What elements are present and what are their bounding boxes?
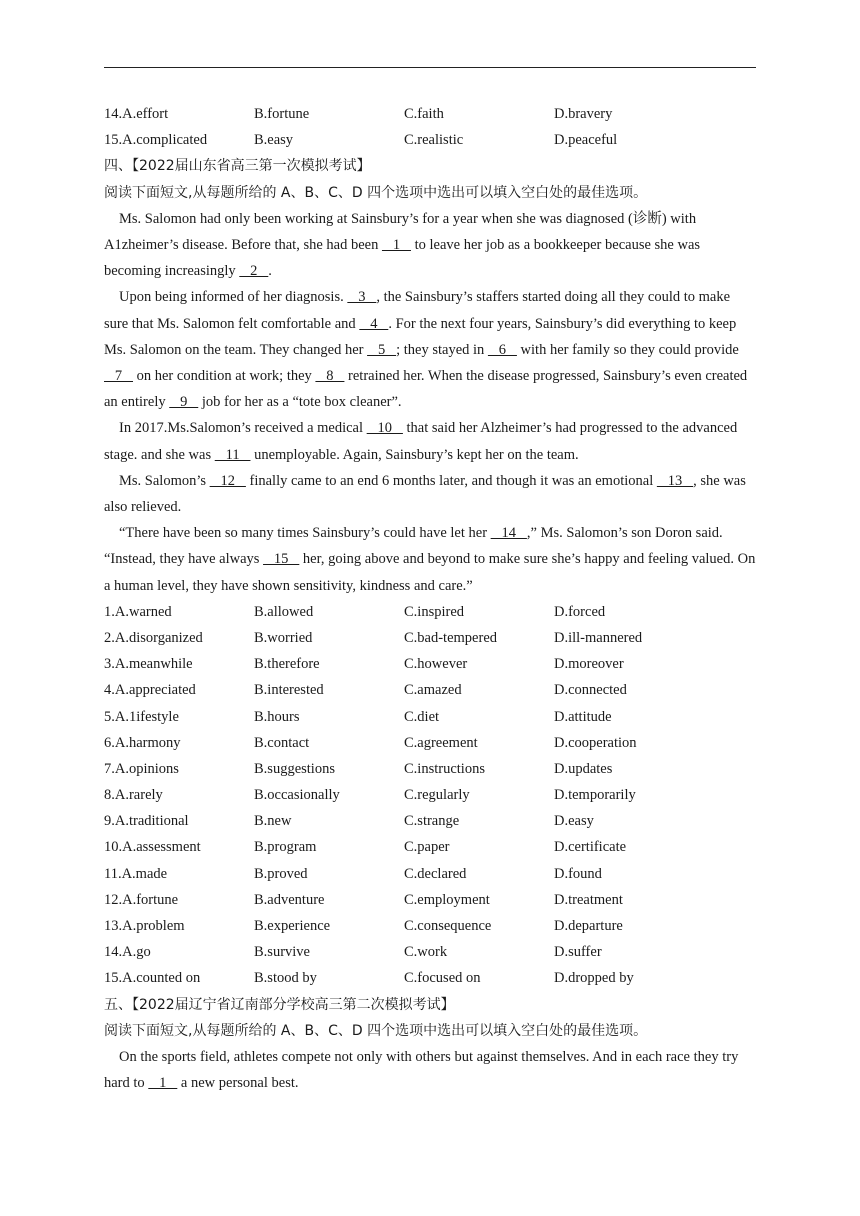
option-c: C.paper: [404, 839, 450, 856]
option-a: 5.A.1ifestyle: [104, 708, 179, 725]
option-c: C.diet: [404, 708, 440, 725]
option-a: A.complicated: [122, 132, 208, 149]
blank-5: 5: [367, 341, 397, 358]
blank-4: 4: [359, 315, 389, 332]
option-d: D.updates: [554, 760, 613, 777]
question-number: 14.: [104, 106, 123, 122]
passage-2: [104, 1044, 756, 1096]
blank-8: 8: [315, 367, 345, 384]
blank-1: 1: [148, 1075, 178, 1092]
option-a: 9.A.traditional: [104, 813, 189, 830]
option-c: C.instructions: [404, 760, 485, 777]
option-a: 3.A.meanwhile: [104, 656, 193, 673]
document-body: [104, 101, 756, 1096]
option-b: B.fortune: [254, 106, 310, 122]
option-c: C.bad-tempered: [404, 629, 498, 646]
option-b: B.adventure: [254, 891, 325, 908]
option-c: C.agreement: [404, 734, 478, 751]
passage-2-paragraph-1: On the sports field, athletes compete not only with others but against themselves. And in each race they try hard to 1 a new personal best.: [104, 1048, 739, 1092]
option-b: B.worried: [254, 629, 313, 646]
passage-paragraph-5: “There have been so many times Sainsbury’s could have let her 14 ,” Ms. Salomon’s son Doron said. “Instead, they have always 15 her, going above and beyond to make sure she’s happy and feeling valued. On a human level, they have shown sensitivity, kindness and care.”: [104, 525, 756, 594]
option-row-9: [104, 808, 756, 834]
option-a: 1.A.warned: [104, 603, 172, 620]
blank-14: 14: [490, 525, 527, 542]
question-number: 15.: [104, 132, 123, 149]
option-a: 7.A.opinions: [104, 760, 179, 777]
option-c: C.regularly: [404, 787, 470, 804]
option-c: C.realistic: [404, 132, 464, 149]
option-row-4: [104, 677, 756, 703]
option-b: B.stood by: [254, 970, 317, 987]
option-row-14: [104, 939, 756, 965]
option-b: B.occasionally: [254, 787, 340, 804]
option-a: 14.A.go: [104, 944, 151, 961]
option-c: C.work: [404, 944, 448, 961]
blank-11: 11: [214, 446, 251, 463]
option-a: 15.A.counted on: [104, 970, 201, 987]
option-a: 4.A.appreciated: [104, 682, 196, 699]
blank-2: 2: [239, 263, 269, 280]
option-a: 10.A.assessment: [104, 839, 201, 856]
option-row-5: [104, 704, 756, 730]
option-c: C.consequence: [404, 918, 492, 935]
header-rule: [104, 67, 756, 68]
option-a: 8.A.rarely: [104, 787, 163, 804]
option-row-15: [104, 965, 756, 991]
section-4-instruction: 阅读下面短文,从每题所给的 A、B、C、D 四个选项中选出可以填入空白处的最佳选项。: [104, 184, 648, 201]
option-c: C.strange: [404, 813, 460, 830]
option-d: D.certificate: [554, 839, 627, 856]
blank-9: 9: [169, 394, 199, 411]
option-d: D.suffer: [554, 944, 602, 961]
blank-3: 3: [347, 289, 377, 306]
option-b: B.interested: [254, 682, 324, 699]
option-d: D.forced: [554, 603, 606, 620]
option-b: B.proved: [254, 865, 308, 882]
passage: [104, 206, 756, 599]
blank-15: 15: [263, 551, 300, 568]
option-a: 13.A.problem: [104, 918, 185, 935]
option-d: D.found: [554, 865, 602, 882]
passage-paragraph-1: Ms. Salomon had only been working at Sainsbury’s for a year when she was diagnosed (诊断) with A1zheimer’s disease. Before that, she had been 1 to leave her job as a bookkeeper because she was becoming increasingly 2 .: [104, 210, 701, 280]
blank-1: 1: [381, 236, 411, 253]
passage-paragraph-4: Ms. Salomon’s 12 finally came to an end 6 months later, and though it was an emotional 13 , she was also relieved.: [104, 472, 746, 515]
option-c: C.employment: [404, 891, 490, 908]
blank-7: 7: [104, 367, 133, 384]
option-row-10: [104, 834, 756, 860]
option-c: C.inspired: [404, 603, 465, 620]
option-a: 11.A.made: [104, 865, 168, 882]
option-c: C.faith: [404, 106, 444, 122]
option-d: D.ill-mannered: [554, 629, 643, 646]
option-row-prev-15: [104, 127, 756, 153]
option-c: C.declared: [404, 865, 467, 882]
option-row-8: [104, 782, 756, 808]
option-row-prev-14: [104, 101, 756, 127]
option-d: D.temporarily: [554, 787, 636, 804]
option-d: D.easy: [554, 813, 594, 830]
option-row-1: [104, 599, 756, 625]
option-c: C.amazed: [404, 682, 462, 699]
passage-paragraph-3: In 2017.Ms.Salomon’s received a medical 10 that said her Alzheimer’s had progressed to the advanced stage. and she was 11 unemployable. Again, Sainsbury’s kept her on the team.: [104, 420, 738, 463]
option-row-7: [104, 756, 756, 782]
option-a: 12.A.fortune: [104, 891, 179, 908]
option-d: D.treatment: [554, 891, 623, 908]
section-5-heading: 五、【2022届辽宁省辽南部分学校高三第二次模拟考试】: [104, 996, 455, 1013]
blank-12: 12: [209, 472, 246, 489]
option-a: 6.A.harmony: [104, 734, 181, 751]
option-d: D.bravery: [554, 106, 613, 122]
option-b: B.program: [254, 839, 317, 856]
option-d: D.moreover: [554, 656, 624, 673]
option-d: D.peaceful: [554, 132, 618, 149]
option-row-11: [104, 861, 756, 887]
option-b: B.therefore: [254, 656, 320, 673]
passage-paragraph-2: Upon being informed of her diagnosis. 3 , the Sainsbury’s staffers started doing all they could to make sure that Ms. Salomon felt comfortable and 4 . For the next four years, Sainsbury’s did everything to keep Ms. Salomon on the team. They changed her 5 ; they stayed in 6 with her family so they could provide 7 on her condition at work; they 8 retrained her. When the disease progressed, Sainsbury’s even created an entirely 9 job for her as a “tote box cleaner”.: [104, 289, 748, 411]
option-row-3: [104, 651, 756, 677]
option-a: 2.A.disorganized: [104, 629, 203, 646]
option-a: A.effort: [122, 106, 169, 122]
option-b: B.survive: [254, 944, 310, 961]
option-row-13: [104, 913, 756, 939]
blank-13: 13: [656, 472, 694, 489]
option-row-2: [104, 625, 756, 651]
option-b: B.suggestions: [254, 760, 335, 777]
option-d: D.departure: [554, 918, 623, 935]
option-b: B.allowed: [254, 603, 314, 620]
option-b: B.new: [254, 813, 292, 830]
blank-6: 6: [487, 341, 517, 358]
option-b: B.contact: [254, 734, 310, 751]
option-d: D.connected: [554, 682, 627, 699]
option-b: B.easy: [254, 132, 294, 149]
option-b: B.hours: [254, 708, 300, 725]
option-c: C.focused on: [404, 970, 481, 987]
option-row-12: [104, 887, 756, 913]
options-list: [104, 599, 756, 992]
option-row-6: [104, 730, 756, 756]
option-d: D.attitude: [554, 708, 612, 725]
option-c: C.however: [404, 656, 468, 673]
option-b: B.experience: [254, 918, 331, 935]
option-d: D.cooperation: [554, 734, 637, 751]
blank-10: 10: [366, 420, 403, 437]
section-4-heading: 四、【2022届山东省高三第一次模拟考试】: [104, 158, 371, 175]
section-5-instruction: 阅读下面短文,从每题所给的 A、B、C、D 四个选项中选出可以填入空白处的最佳选项。: [104, 1022, 648, 1039]
option-d: D.dropped by: [554, 970, 634, 987]
